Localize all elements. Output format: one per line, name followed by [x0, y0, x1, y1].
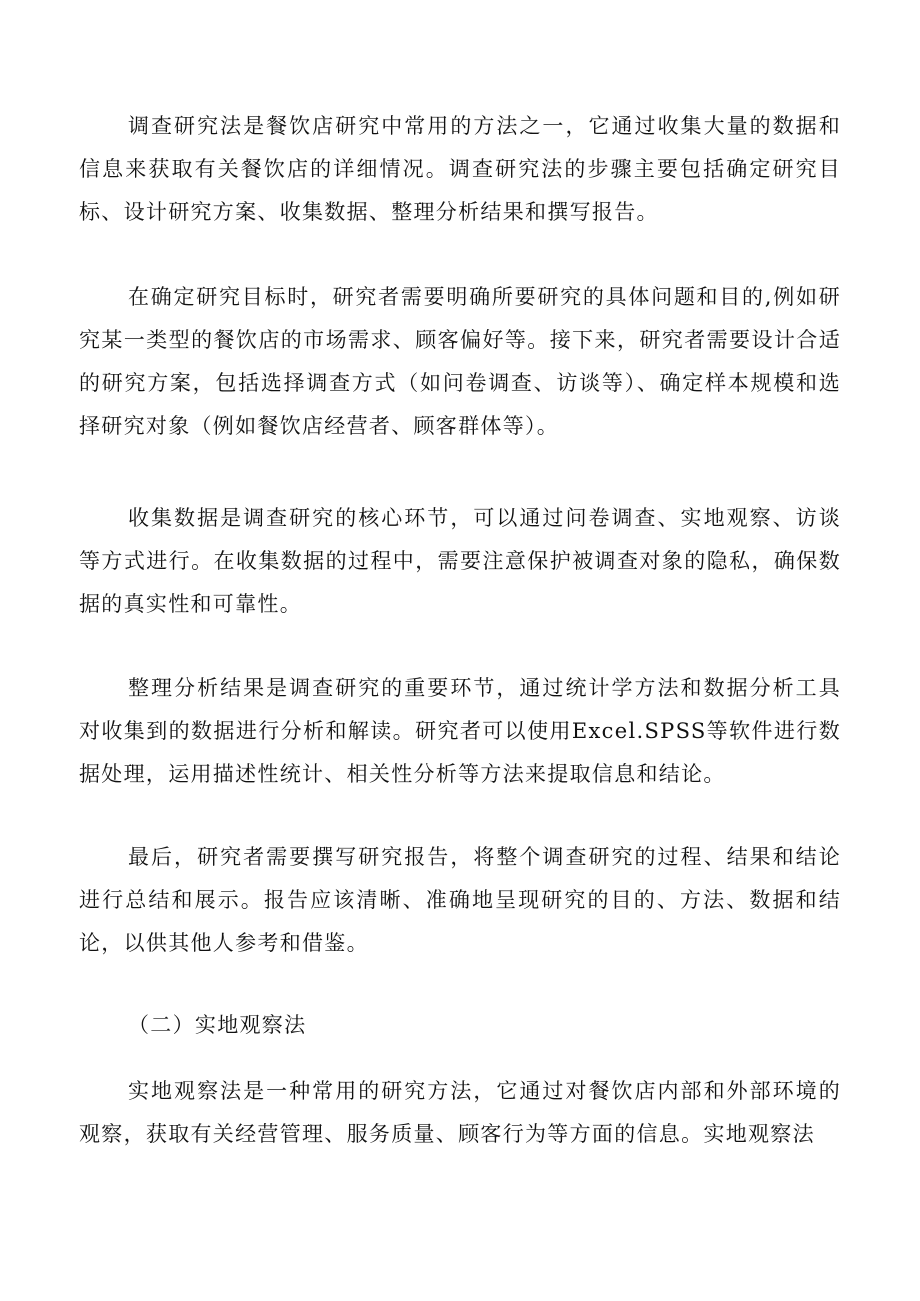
paragraph-report: 最后，研究者需要撰写研究报告，将整个调查研究的过程、结果和结论进行总结和展示。报告应该清晰、准确地呈现研究的目的、方法、数据和结论，以供其他人参考和借鉴。	[79, 845, 841, 955]
section-heading-field-observation: （二）实地观察法	[128, 1013, 307, 1037]
paragraph-analysis: 整理分析结果是调查研究的重要环节，通过统计学方法和数据分析工具对收集到的数据进行分析和解读。研究者可以使用Excel.SPSS等软件进行数据处理，运用描述性统计、相关性分析等方法来提取信息和结论。	[79, 676, 841, 786]
paragraph-research-goal: 在确定研究目标时，研究者需要明确所要研究的具体问题和目的,例如研究某一类型的餐饮店的市场需求、顾客偏好等。接下来，研究者需要设计合适的研究方案，包括选择调查方式（如问卷调查、访谈等）、确定样本规模和选择研究对象（例如餐饮店经营者、顾客群体等）。	[79, 285, 841, 438]
paragraph-field-observation-intro: 实地观察法是一种常用的研究方法，它通过对餐饮店内部和外部环境的观察，获取有关经营管理、服务质量、顾客行为等方面的信息。实地观察法	[79, 1079, 841, 1146]
paragraph-survey-method-intro: 调查研究法是餐饮店研究中常用的方法之一，它通过收集大量的数据和信息来获取有关餐饮店的详细情况。调查研究法的步骤主要包括确定研究目标、设计研究方案、收集数据、整理分析结果和撰写报告。	[79, 114, 841, 224]
paragraph-data-collection: 收集数据是调查研究的核心环节，可以通过问卷调查、实地观察、访谈等方式进行。在收集数据的过程中，需要注意保护被调查对象的隐私，确保数据的真实性和可靠性。	[79, 506, 841, 616]
